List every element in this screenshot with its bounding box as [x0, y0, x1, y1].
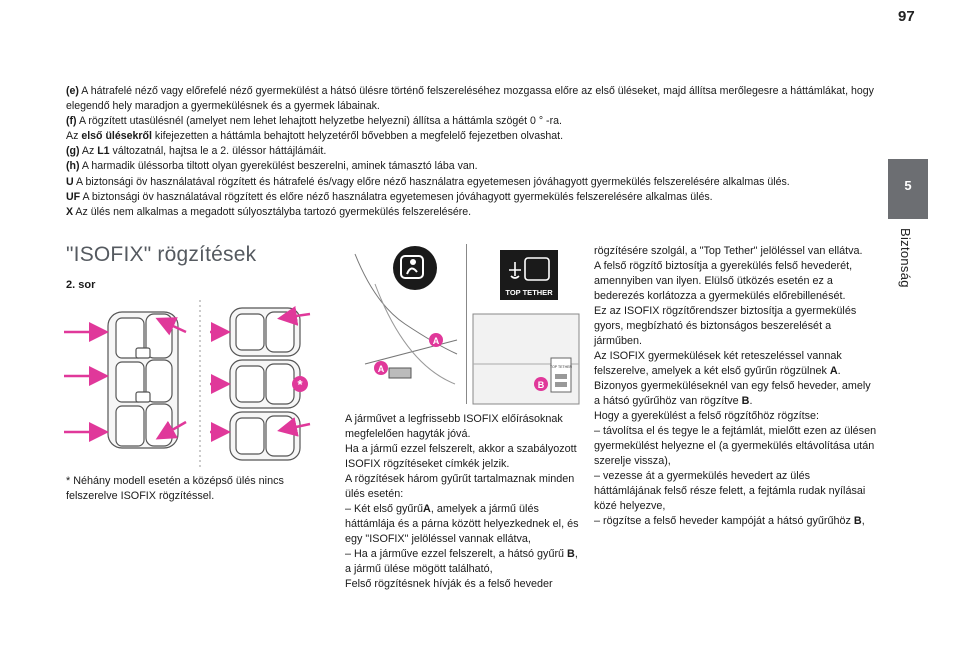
isofix-anchor-illustration — [345, 244, 585, 406]
seat-isofix-diagram — [60, 292, 340, 474]
column-3-text: rögzítésére szolgál, a "Top Tether" jelöléssel van ellátva. A felső rögzítő biztosítja a gyerekülés felső hevederét, amennyiben van ilyen. Elülső ütközés esetén ez a bederezés korlátozza a gyermekülés előrebillenését. Ez az ISOFIX rögzítőrendszer biztosítja a gyermekülés gyors, megbízható és biztonságos beszerelését a járműben. Az ISOFIX gyermekülések két reteszeléssel vannak felszerelve, amelyek a két első gyűrűn rögzülnek A. Bizonyos gyermeküléseknél van egy felső heveder, amely a hátsó gyűrűhöz van rögzítve B. Hogy a gyerekülést a felső rögzítőhöz rögzítse: – távolítsa el és tegye le a fejtámlát, mielőtt ezen az ülésen gyermekülést helyezne el (a gyermekülés eltávolítása után szerelje vissza), – vezesse át a gyermekülés hevedert az ülés háttámlájának felső része felett, a fejtámla rudak nyílásai közé helyezve, – rögzítse a felső heveder kampóját a hátsó gyűrűhöz B, — [594, 245, 877, 527]
note-f: (f) A rögzített utasülésnél (amelyet nem lehet lehajtott helyzetbe helyezni) állítsa a háttámla szögét 0 ° -ra. — [66, 115, 562, 128]
chapter-tab: 5 — [888, 159, 928, 219]
page-number: 97 — [898, 8, 915, 25]
svg-text:*: * — [297, 377, 303, 392]
column-2-text: A járművet a legfrissebb ISOFIX előírásoknak megfelelően hagyták jóvá. Ha a jármű ezzel felszerelt, akkor a szabályozott ISOFIX rögzítéseket címkék jelzik. A rögzítések három gyűrűt tartalmaznak minden ülés esetén: – Két első gyűrűA, amelyek a jármű ülés háttámlája és a párna között helyezkednek el, és egy "ISOFIX" jelöléssel vannak ellátva, – Ha a járműve ezzel felszerelt, a hátsó gyűrű B, a jármű ülése mögött található, Felső rögzítésnek hívják és a felső heveder — [345, 413, 579, 590]
tether-small-label: TOP TETHER — [550, 365, 572, 369]
note-uf: UF A biztonsági öv használatával rögzített és előre néző használatra egyetemesen jóváhagyott gyermekülés felszerelésére alkalmas ülés. — [66, 190, 713, 203]
note-h: (h) A harmadik üléssorba tiltott olyan gyerekülést beszerelni, aminek támasztó lába van. — [66, 160, 478, 173]
marker-a-upper: A — [432, 336, 440, 346]
row-label: 2. sor — [66, 279, 96, 291]
section-title: "ISOFIX" rögzítések — [66, 243, 257, 266]
top-tether-label: TOP TETHER — [505, 288, 553, 297]
note-e: (e) A hátrafelé néző vagy előrefelé néző gyermekülést a hátsó ülésre történő felszereléséhez mozgassa előre az első üléseket, majd állítsa merőlegesre a háttámlákat, hogy elegendő hely maradjon a gyermekülésnek és a gyermek lábainak. — [66, 85, 874, 113]
note-az: Az első ülésekről kifejezetten a háttámla behajtott helyzetéről bővebben a megfelelő fejezetben olvashat. — [66, 130, 564, 143]
note-u: U A biztonsági öv használatával rögzített és hátrafelé és/vagy előre néző használatra egyetemesen jóváhagyott gyermekülés felszerelésére alkalmas ülés. — [66, 175, 790, 188]
chapter-title: Biztonság — [898, 228, 913, 288]
note-g: (g) Az L1 változatnál, hajtsa le a 2. üléssor háttájlámáit. — [66, 145, 327, 158]
note-x: X Az ülés nem alkalmas a megadott súlyosztályba tartozó gyermekülés felszerelésére. — [66, 205, 472, 218]
marker-a-lower: A — [377, 364, 385, 374]
marker-b: B — [537, 380, 545, 390]
footnote: * Néhány modell esetén a középső ülés nincs felszerelve ISOFIX rögzítéssel. — [66, 475, 284, 502]
notes-block — [66, 84, 876, 220]
